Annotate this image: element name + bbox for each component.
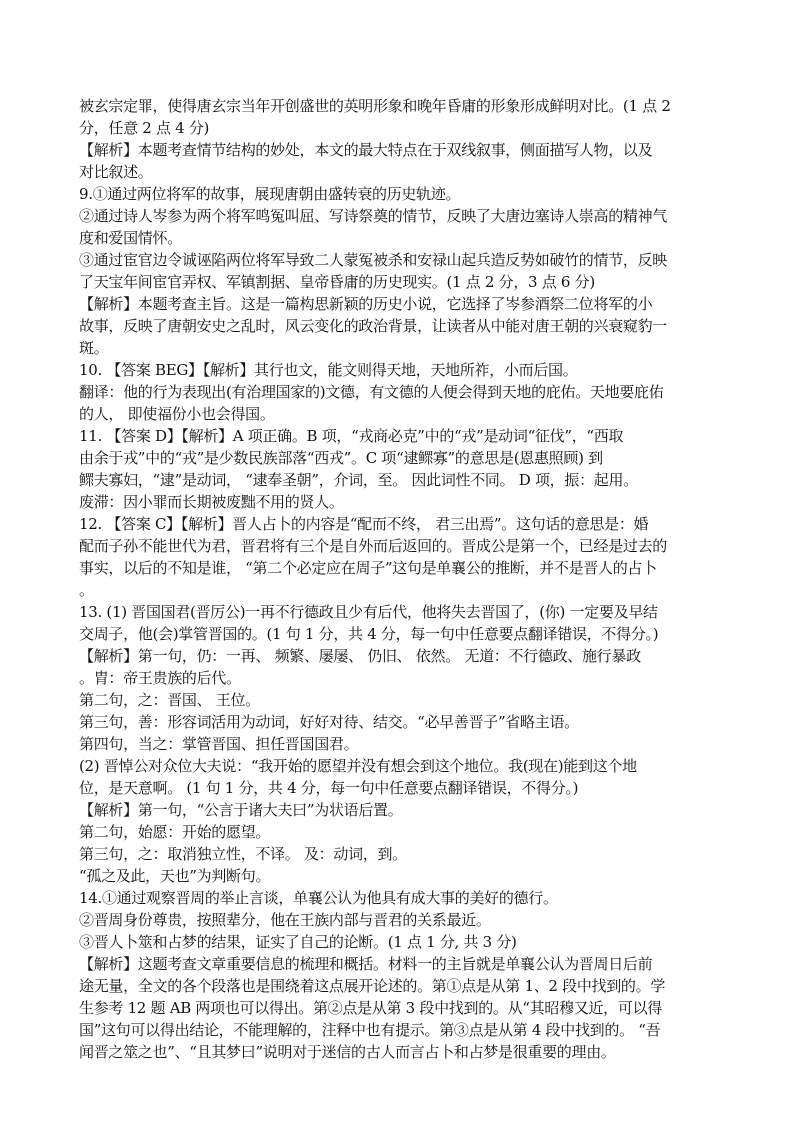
text-line: 闻晋之筮之也”、“且其梦曰”说明对于迷信的古人而言占卜和占梦是很重要的理由。: [79, 1043, 616, 1061]
text-line: 。: [79, 581, 94, 599]
text-line: 事实，以后的不知是谁， “第二个必定应在周子”这句是单襄公的推断，并不是晋人的占卜: [79, 559, 657, 577]
text-line: 9.①通过两位将军的故事，展现唐朝由盛转衰的历史轨迹。: [79, 185, 461, 203]
text-line: 翻译：他的行为表现出(有治理国家的)文德，有文德的人便会得到天地的庇佑。天地要庇佑: [79, 383, 664, 401]
text-line: 第四句，当之：掌管晋国、担任晋国国君。: [79, 735, 359, 753]
text-line: “孤之及此，天也”为判断句。: [79, 867, 271, 885]
text-line: 10. 【答案 BEG】【解析】其行也文，能文则得天地，天地所祚，小而后国。: [79, 361, 578, 379]
text-line: 废滞：因小罪而长期被废黜不用的贤人。: [79, 493, 344, 511]
text-line: 途无量，全文的各个段落也是围绕着这点展开论述的。第①点是从第 1、2 段中找到的。学: [79, 977, 666, 995]
text-line: 配而子孙不能世代为君，晋君将有三个是自外而后返回的。晋成公是第一个，已经是过去的: [79, 537, 668, 555]
text-line: 生参考 12 题 AB 两项也可以得出。第②点是从第 3 段中找到的。从“其昭穆又近，可以得: [79, 999, 662, 1017]
text-line: ②晋周身份尊贵，按照辈分，他在王族内部与晋君的关系最近。: [79, 911, 491, 929]
text-line: 。胄：帝王贵族的后代。: [79, 669, 241, 687]
text-line: 【解析】本题考查主旨。这是一篇构思新颖的历史小说，它选择了岑参酒祭二位将军的小: [79, 295, 653, 313]
text-line: ③通过宦官边令诚诬陷两位将军导致二人蒙冤被杀和安禄山起兵造反势如破竹的情节，反映: [79, 251, 668, 269]
text-line: (2) 晋悼公对众位大夫说：“我开始的愿望并没有想会到这个地位。我(现在)能到这个地: [79, 757, 637, 775]
text-line: 14.①通过观察晋周的举止言谈，单襄公认为他具有成大事的美好的德行。: [79, 889, 558, 907]
text-line: 第二句，始愿：开始的愿望。: [79, 823, 271, 841]
text-line: 【解析】本题考查情节结构的妙处，本文的最大特点在于双线叙事，侧面描写人物，以及: [79, 141, 653, 159]
text-line: 度和爱国情怀。: [79, 229, 182, 247]
text-line: 【解析】第一句，“公言于诸大夫曰”为状语后置。: [79, 801, 403, 819]
text-line: 被玄宗定罪，使得唐玄宗当年开创盛世的英明形象和晚年昏庸的形象形成鲜明对比。(1 点 2: [79, 97, 671, 115]
text-line: 国”这句可以得出结论，不能理解的，注释中也有提示。第③点是从第 4 段中找到的。 “吾: [79, 1021, 661, 1039]
text-line: 11. 【答案 D】【解析】A 项正确。B 项，“戎商必克”中的“戎”是动词“征伐”，“西取: [79, 427, 624, 445]
text-line: 第三句，善：形容词活用为动词，好好对待、结交。“必早善晋子”省略主语。: [79, 713, 579, 731]
text-line: 由余于戎”中的“戎”是少数民族部落“西戎”。C 项“逮鳏寡”的意思是(恩惠照顾) 到: [79, 449, 603, 467]
text-line: 故事，反映了唐朝安史之乱时，风云变化的政治背景，让读者从中能对唐王朝的兴衰窥豹一: [79, 317, 668, 335]
text-line: ②通过诗人岑参为两个将军鸣冤叫屈、写诗祭奠的情节，反映了大唐边塞诗人崇高的精神气: [79, 207, 668, 225]
text-line: 【解析】第一句，仍：一再、 频繁、屡屡、 仍旧、 依然。 无道：不行德政、施行暴政: [79, 647, 641, 665]
text-line: 第二句，之：晋国、 王位。: [79, 691, 260, 709]
text-line: 13. (1) 晋国国君(晋厉公)一再不行德政且少有后代，他将失去晋国了，(你) 一定要及早结: [79, 603, 658, 621]
text-line: 了天宝年间宦官弄权、军镇割据、皇帝昏庸的历史现实。(1 点 2 分，3 点 6 分): [79, 273, 595, 291]
text-line: 【解析】这题考查文章重要信息的梳理和概括。材料一的主旨就是单襄公认为晋周日后前: [79, 955, 653, 973]
text-line: 位，是天意啊。 (1 句 1 分，共 4 分，每一句中任意要点翻译错误，不得分。): [79, 779, 579, 797]
text-line: 分，任意 2 点 4 分): [79, 119, 210, 137]
text-line: 交周子，他(会)掌管晋国的。(1 句 1 分，共 4 分，每一句中任意要点翻译错误，不得分。): [79, 625, 659, 643]
text-line: 斑。: [79, 339, 109, 357]
text-line: 的人， 即使福份小也会得国。: [79, 405, 275, 423]
text-line: 对比叙述。: [79, 163, 153, 181]
text-line: 第三句，之：取消独立性，不译。 及：动词，到。: [79, 845, 407, 863]
text-line: ③晋人卜筮和占梦的结果，证实了自己的论断。(1 点 1 分, 共 3 分): [79, 933, 517, 951]
text-line: 12. 【答案 C】【解析】晋人占卜的内容是“配而不终， 君三出焉”。这句话的意思是：婚: [79, 515, 649, 533]
text-line: 鳏夫寡妇，“逮”是动词， “逮奉圣朝”，介词，至。 因此词性不同。 D 项，振：起用。: [79, 471, 638, 489]
